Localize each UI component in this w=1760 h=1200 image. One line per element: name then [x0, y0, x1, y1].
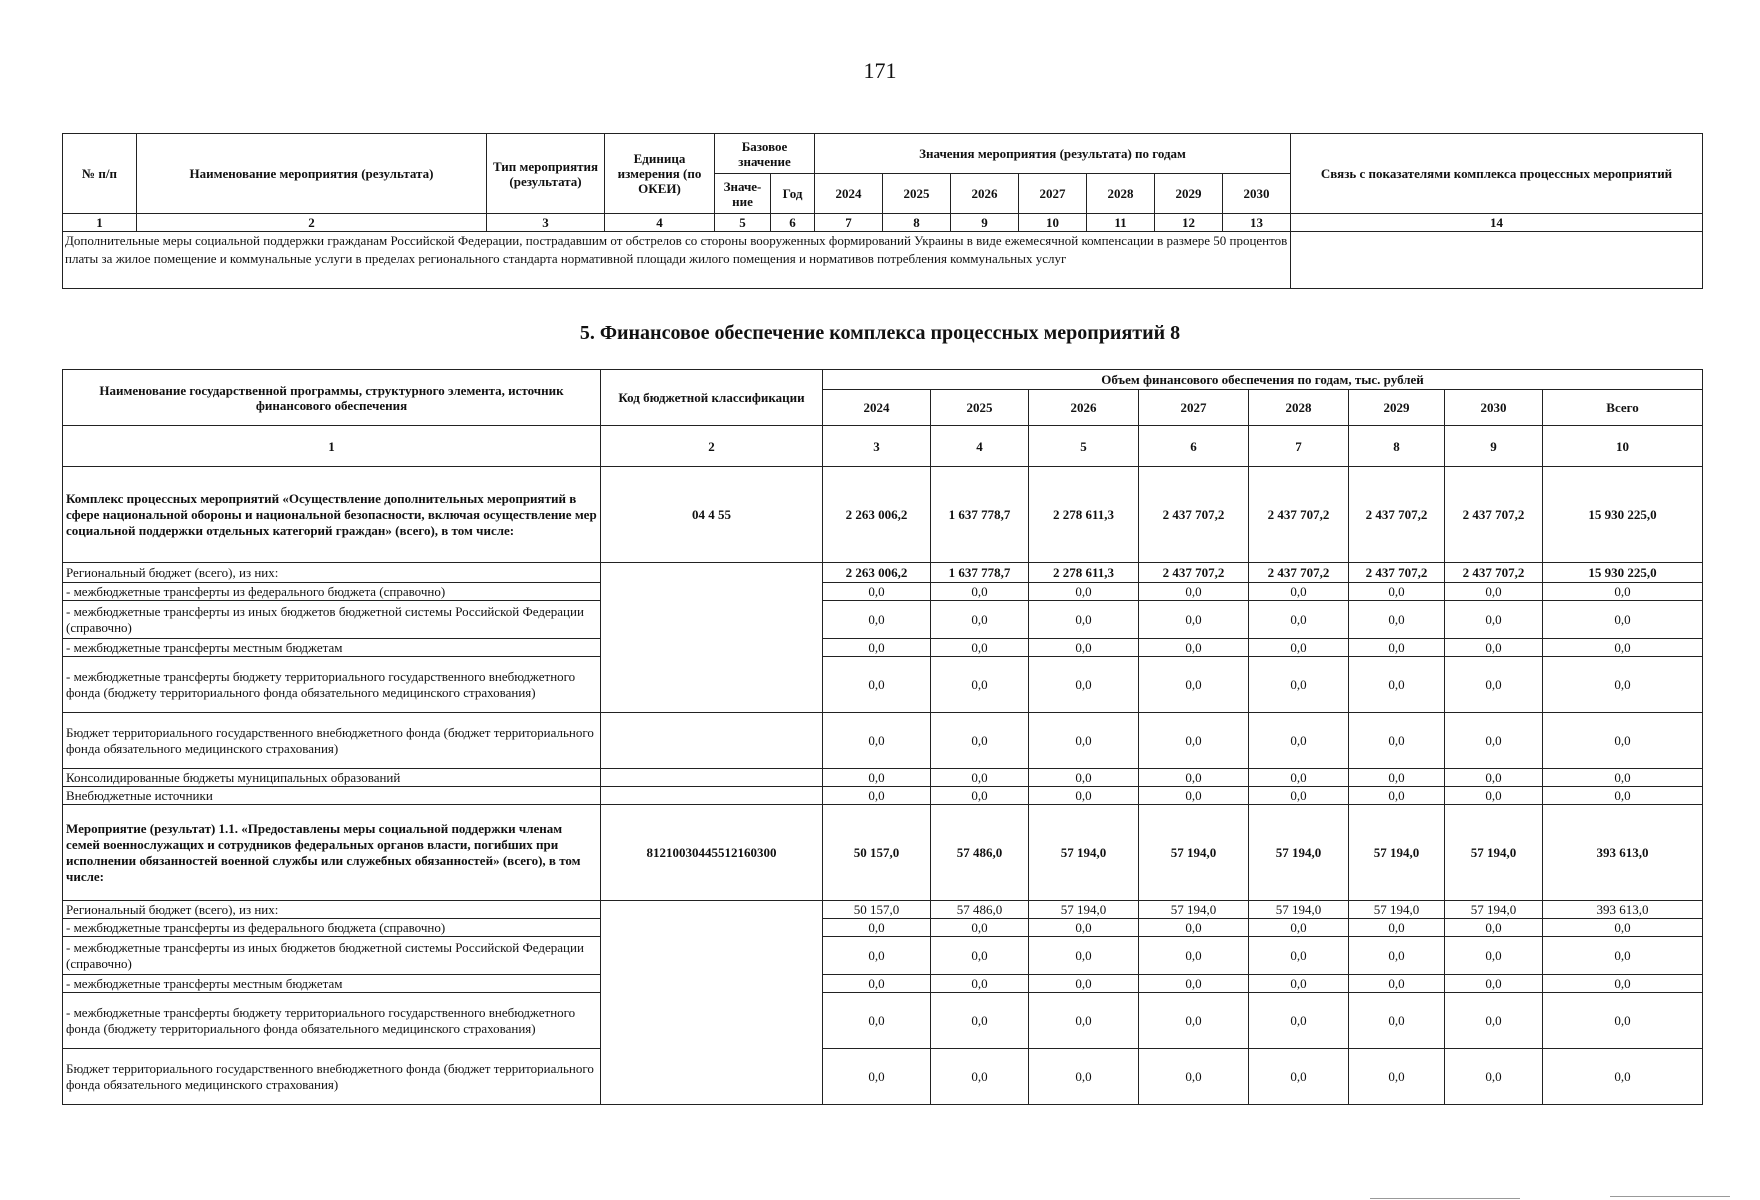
col-header-year: 2030 — [1223, 174, 1291, 214]
table-row — [63, 769, 1703, 787]
value-total-cell: 15 930 225,0 — [1543, 563, 1703, 583]
value-total-cell: 0,0 — [1543, 601, 1703, 639]
col-header-year: 2025 — [883, 174, 951, 214]
value-cell: 0,0 — [823, 975, 931, 993]
row-label: Региональный бюджет (всего), из них: — [63, 901, 601, 919]
value-cell: 0,0 — [1445, 601, 1543, 639]
value-cell: 0,0 — [1445, 787, 1543, 805]
financing-table — [62, 369, 1703, 1105]
value-cell: 0,0 — [1249, 583, 1349, 601]
col-header-name: Наименование государственной программы, структурного элемента, источник финансового обеспечения — [63, 370, 601, 426]
value-cell: 0,0 — [1249, 919, 1349, 937]
value-cell: 2 437 707,2 — [1249, 467, 1349, 563]
col-header-year: 2030 — [1445, 390, 1543, 426]
col-number: 7 — [1249, 426, 1349, 467]
col-header-year: 2025 — [931, 390, 1029, 426]
value-total-cell: 0,0 — [1543, 769, 1703, 787]
col-number: 9 — [1445, 426, 1543, 467]
value-cell: 0,0 — [1445, 919, 1543, 937]
value-cell: 57 486,0 — [931, 901, 1029, 919]
value-cell: 0,0 — [1349, 919, 1445, 937]
value-cell: 0,0 — [1349, 713, 1445, 769]
col-number: 12 — [1155, 214, 1223, 232]
col-header-num: № п/п — [63, 134, 137, 214]
col-number: 2 — [137, 214, 487, 232]
table-row — [63, 467, 1703, 563]
value-cell: 0,0 — [931, 787, 1029, 805]
value-cell: 0,0 — [1139, 601, 1249, 639]
value-cell: 0,0 — [823, 769, 931, 787]
value-cell: 0,0 — [823, 601, 931, 639]
value-cell: 57 194,0 — [1349, 805, 1445, 901]
col-number: 8 — [1349, 426, 1445, 467]
value-cell: 0,0 — [931, 657, 1029, 713]
value-cell: 0,0 — [1249, 657, 1349, 713]
value-cell: 50 157,0 — [823, 901, 931, 919]
value-cell: 2 437 707,2 — [1139, 563, 1249, 583]
value-cell: 0,0 — [931, 1049, 1029, 1105]
col-header-type: Тип мероприятия (результата) — [487, 134, 605, 214]
value-cell: 0,0 — [931, 993, 1029, 1049]
value-cell: 0,0 — [1139, 639, 1249, 657]
value-cell: 0,0 — [1139, 657, 1249, 713]
col-number: 6 — [771, 214, 815, 232]
col-header-link: Связь с показателями комплекса процессных мероприятий — [1291, 134, 1703, 214]
table-row — [63, 657, 1703, 713]
value-cell: 0,0 — [1249, 639, 1349, 657]
value-total-cell: 0,0 — [1543, 639, 1703, 657]
table-row — [63, 563, 1703, 583]
value-total-cell: 0,0 — [1543, 1049, 1703, 1105]
value-cell: 0,0 — [1139, 787, 1249, 805]
row-label: - межбюджетные трансферты из федерального бюджета (справочно) — [63, 919, 601, 937]
row-label: - межбюджетные трансферты бюджету территориального государственного внебюджетного фонда (бюджету территориального фонда обязательного медицинского страхования) — [63, 993, 601, 1049]
scan-line — [1370, 1198, 1520, 1199]
scan-line — [1610, 1196, 1730, 1197]
table-row — [63, 583, 1703, 601]
value-cell: 0,0 — [1139, 919, 1249, 937]
row-label: Бюджет территориального государственного внебюджетного фонда (бюджет территориального фонда обязательного медицинского страхования) — [63, 1049, 601, 1105]
row-label: Консолидированные бюджеты муниципальных образований — [63, 769, 601, 787]
value-cell: 0,0 — [1445, 769, 1543, 787]
col-header-year: 2026 — [1029, 390, 1139, 426]
col-header-year: 2029 — [1349, 390, 1445, 426]
col-number: 9 — [951, 214, 1019, 232]
col-number: 4 — [931, 426, 1029, 467]
value-total-cell: 0,0 — [1543, 787, 1703, 805]
col-number: 13 — [1223, 214, 1291, 232]
col-header-base: Базовое значение — [715, 134, 815, 174]
row-label: Региональный бюджет (всего), из них: — [63, 563, 601, 583]
value-cell: 0,0 — [1029, 1049, 1139, 1105]
row-label: Бюджет территориального государственного внебюджетного фонда (бюджет территориального фонда обязательного медицинского страхования) — [63, 713, 601, 769]
col-number: 7 — [815, 214, 883, 232]
table-row — [63, 805, 1703, 901]
table-row — [63, 787, 1703, 805]
value-cell: 0,0 — [1349, 993, 1445, 1049]
col-number: 5 — [1029, 426, 1139, 467]
row-label: - межбюджетные трансферты из иных бюджетов бюджетной системы Российской Федерации (справочно) — [63, 601, 601, 639]
col-number: 8 — [883, 214, 951, 232]
value-cell: 2 263 006,2 — [823, 563, 931, 583]
value-cell: 0,0 — [931, 713, 1029, 769]
col-number: 11 — [1087, 214, 1155, 232]
value-cell: 57 194,0 — [1445, 901, 1543, 919]
value-cell: 0,0 — [823, 639, 931, 657]
col-header-total: Всего — [1543, 390, 1703, 426]
row-label: - межбюджетные трансферты местным бюджетам — [63, 639, 601, 657]
code-empty-cell — [601, 787, 823, 805]
activity-title: Мероприятие (результат) 1.1. «Предоставлены меры социальной поддержки членам семей военнослужащих и сотрудников федеральных органов власти, погибших при исполнении обязанностей военной службы или служебных обязанностей» (всего), в том числе: — [63, 805, 601, 901]
value-total-cell: 0,0 — [1543, 583, 1703, 601]
value-cell: 0,0 — [823, 993, 931, 1049]
value-cell: 0,0 — [1029, 601, 1139, 639]
value-cell: 0,0 — [1445, 713, 1543, 769]
value-cell: 50 157,0 — [823, 805, 931, 901]
table-row — [63, 975, 1703, 993]
value-cell: 0,0 — [1445, 937, 1543, 975]
row-label: Внебюджетные источники — [63, 787, 601, 805]
value-cell: 0,0 — [1029, 975, 1139, 993]
col-header-code: Код бюджетной классификации — [601, 370, 823, 426]
value-cell: 2 437 707,2 — [1349, 563, 1445, 583]
value-cell: 0,0 — [1139, 937, 1249, 975]
col-header-year: 2029 — [1155, 174, 1223, 214]
activities-table — [62, 133, 1703, 289]
col-header-unit: Единица измерения (по ОКЕИ) — [605, 134, 715, 214]
value-cell: 1 637 778,7 — [931, 563, 1029, 583]
col-header-year: 2028 — [1249, 390, 1349, 426]
value-cell: 57 194,0 — [1349, 901, 1445, 919]
value-cell: 0,0 — [1249, 975, 1349, 993]
col-header-base-value: Значе-ние — [715, 174, 771, 214]
col-number: 1 — [63, 426, 601, 467]
col-header-base-year: Год — [771, 174, 815, 214]
value-cell: 0,0 — [1029, 919, 1139, 937]
value-cell: 57 194,0 — [1249, 805, 1349, 901]
col-number: 3 — [823, 426, 931, 467]
value-cell: 0,0 — [823, 919, 931, 937]
col-header-year: 2027 — [1139, 390, 1249, 426]
value-cell: 0,0 — [1349, 583, 1445, 601]
value-total-cell: 0,0 — [1543, 993, 1703, 1049]
col-header-by-years: Значения мероприятия (результата) по годам — [815, 134, 1291, 174]
col-header-year: 2024 — [815, 174, 883, 214]
value-cell: 57 194,0 — [1139, 901, 1249, 919]
budget-code: 81210030445512160300 — [601, 805, 823, 901]
col-number: 6 — [1139, 426, 1249, 467]
value-cell: 2 263 006,2 — [823, 467, 931, 563]
col-header-year: 2024 — [823, 390, 931, 426]
col-header-year: 2028 — [1087, 174, 1155, 214]
value-cell: 0,0 — [1029, 937, 1139, 975]
table-row — [63, 937, 1703, 975]
value-cell: 0,0 — [1029, 787, 1139, 805]
value-cell: 0,0 — [931, 601, 1029, 639]
value-cell: 0,0 — [1349, 639, 1445, 657]
value-cell: 0,0 — [1029, 657, 1139, 713]
value-cell: 0,0 — [1249, 937, 1349, 975]
col-header-year: 2027 — [1019, 174, 1087, 214]
col-number: 5 — [715, 214, 771, 232]
value-cell: 57 194,0 — [1249, 901, 1349, 919]
value-cell: 0,0 — [823, 657, 931, 713]
budget-code: 04 4 55 — [601, 467, 823, 563]
value-cell: 0,0 — [1249, 713, 1349, 769]
table-row — [63, 601, 1703, 639]
value-cell: 0,0 — [1249, 1049, 1349, 1105]
value-cell: 0,0 — [1139, 583, 1249, 601]
value-cell: 0,0 — [1349, 1049, 1445, 1105]
value-cell: 2 278 611,3 — [1029, 467, 1139, 563]
value-cell: 0,0 — [1349, 657, 1445, 713]
value-cell: 0,0 — [931, 919, 1029, 937]
value-cell: 0,0 — [931, 583, 1029, 601]
value-cell: 57 194,0 — [1029, 805, 1139, 901]
value-cell: 0,0 — [823, 583, 931, 601]
value-cell: 2 437 707,2 — [1445, 563, 1543, 583]
col-header-volume: Объем финансового обеспечения по годам, тыс. рублей — [823, 370, 1703, 390]
table-row — [63, 901, 1703, 919]
value-cell: 57 194,0 — [1445, 805, 1543, 901]
value-cell: 0,0 — [1349, 975, 1445, 993]
table-row — [63, 993, 1703, 1049]
value-cell: 0,0 — [1445, 657, 1543, 713]
value-cell: 57 486,0 — [931, 805, 1029, 901]
col-number: 10 — [1543, 426, 1703, 467]
complex-title: Комплекс процессных мероприятий «Осуществление дополнительных мероприятий в сфере национальной обороны и национальной безопасности, включая осуществление мер социальной поддержки отдельных категорий граждан» (всего), в том числе: — [63, 467, 601, 563]
value-cell: 2 437 707,2 — [1249, 563, 1349, 583]
value-cell: 0,0 — [1349, 601, 1445, 639]
value-cell: 0,0 — [1249, 787, 1349, 805]
value-cell: 0,0 — [823, 787, 931, 805]
value-cell: 1 637 778,7 — [931, 467, 1029, 563]
activity-link-cell — [1291, 232, 1703, 289]
row-label: - межбюджетные трансферты местным бюджетам — [63, 975, 601, 993]
value-total-cell: 0,0 — [1543, 975, 1703, 993]
col-number: 2 — [601, 426, 823, 467]
value-total-cell: 0,0 — [1543, 657, 1703, 713]
value-cell: 0,0 — [1349, 937, 1445, 975]
value-cell: 0,0 — [1029, 993, 1139, 1049]
value-cell: 0,0 — [1139, 769, 1249, 787]
value-cell: 0,0 — [1349, 769, 1445, 787]
code-empty-cell — [601, 769, 823, 787]
value-total-cell: 393 613,0 — [1543, 901, 1703, 919]
value-cell: 0,0 — [1029, 713, 1139, 769]
value-cell: 0,0 — [1029, 769, 1139, 787]
table-row — [63, 1049, 1703, 1105]
value-cell: 0,0 — [823, 937, 931, 975]
col-number: 1 — [63, 214, 137, 232]
value-cell: 0,0 — [931, 975, 1029, 993]
activity-description: Дополнительные меры социальной поддержки гражданам Российской Федерации, пострадавшим от обстрелов со стороны вооруженных формирований Украины в виде ежемесячной компенсации в размере 50 процентов платы за жилое помещение и коммунальные услуги в пределах регионального стандарта нормативной площади жилого помещения и нормативов потребления коммунальных услуг — [63, 232, 1291, 289]
value-cell: 57 194,0 — [1029, 901, 1139, 919]
value-cell: 0,0 — [931, 769, 1029, 787]
value-cell: 2 278 611,3 — [1029, 563, 1139, 583]
value-cell: 0,0 — [1139, 713, 1249, 769]
code-empty-cell — [601, 563, 823, 713]
value-cell: 0,0 — [931, 639, 1029, 657]
value-cell: 0,0 — [1445, 639, 1543, 657]
col-number: 3 — [487, 214, 605, 232]
section-title: 5. Финансовое обеспечение комплекса процессных мероприятий 8 — [579, 322, 1181, 344]
page-number: 171 — [863, 58, 897, 83]
value-cell: 2 437 707,2 — [1349, 467, 1445, 563]
value-cell: 0,0 — [1445, 993, 1543, 1049]
value-cell: 0,0 — [1029, 639, 1139, 657]
col-number: 10 — [1019, 214, 1087, 232]
value-cell: 0,0 — [1445, 975, 1543, 993]
value-cell: 0,0 — [1029, 583, 1139, 601]
col-number: 14 — [1291, 214, 1703, 232]
value-total-cell: 393 613,0 — [1543, 805, 1703, 901]
value-total-cell: 0,0 — [1543, 937, 1703, 975]
col-header-name: Наименование мероприятия (результата) — [137, 134, 487, 214]
value-total-cell: 0,0 — [1543, 713, 1703, 769]
value-cell: 0,0 — [823, 713, 931, 769]
value-cell: 57 194,0 — [1139, 805, 1249, 901]
table-row — [63, 919, 1703, 937]
value-cell: 0,0 — [1139, 993, 1249, 1049]
value-cell: 0,0 — [1445, 1049, 1543, 1105]
value-cell: 2 437 707,2 — [1139, 467, 1249, 563]
value-cell: 0,0 — [823, 1049, 931, 1105]
value-total-cell: 15 930 225,0 — [1543, 467, 1703, 563]
value-cell: 0,0 — [1249, 993, 1349, 1049]
col-number: 4 — [605, 214, 715, 232]
value-cell: 0,0 — [1249, 769, 1349, 787]
table-row — [63, 713, 1703, 769]
row-label: - межбюджетные трансферты из иных бюджетов бюджетной системы Российской Федерации (справочно) — [63, 937, 601, 975]
value-total-cell: 0,0 — [1543, 919, 1703, 937]
value-cell: 0,0 — [1349, 787, 1445, 805]
value-cell: 2 437 707,2 — [1445, 467, 1543, 563]
value-cell: 0,0 — [931, 937, 1029, 975]
row-label: - межбюджетные трансферты из федерального бюджета (справочно) — [63, 583, 601, 601]
value-cell: 0,0 — [1249, 601, 1349, 639]
col-header-year: 2026 — [951, 174, 1019, 214]
table-row — [63, 639, 1703, 657]
value-cell: 0,0 — [1139, 975, 1249, 993]
value-cell: 0,0 — [1445, 583, 1543, 601]
row-label: - межбюджетные трансферты бюджету территориального государственного внебюджетного фонда (бюджету территориального фонда обязательного медицинского страхования) — [63, 657, 601, 713]
code-empty-cell — [601, 901, 823, 1105]
value-cell: 0,0 — [1139, 1049, 1249, 1105]
code-empty-cell — [601, 713, 823, 769]
